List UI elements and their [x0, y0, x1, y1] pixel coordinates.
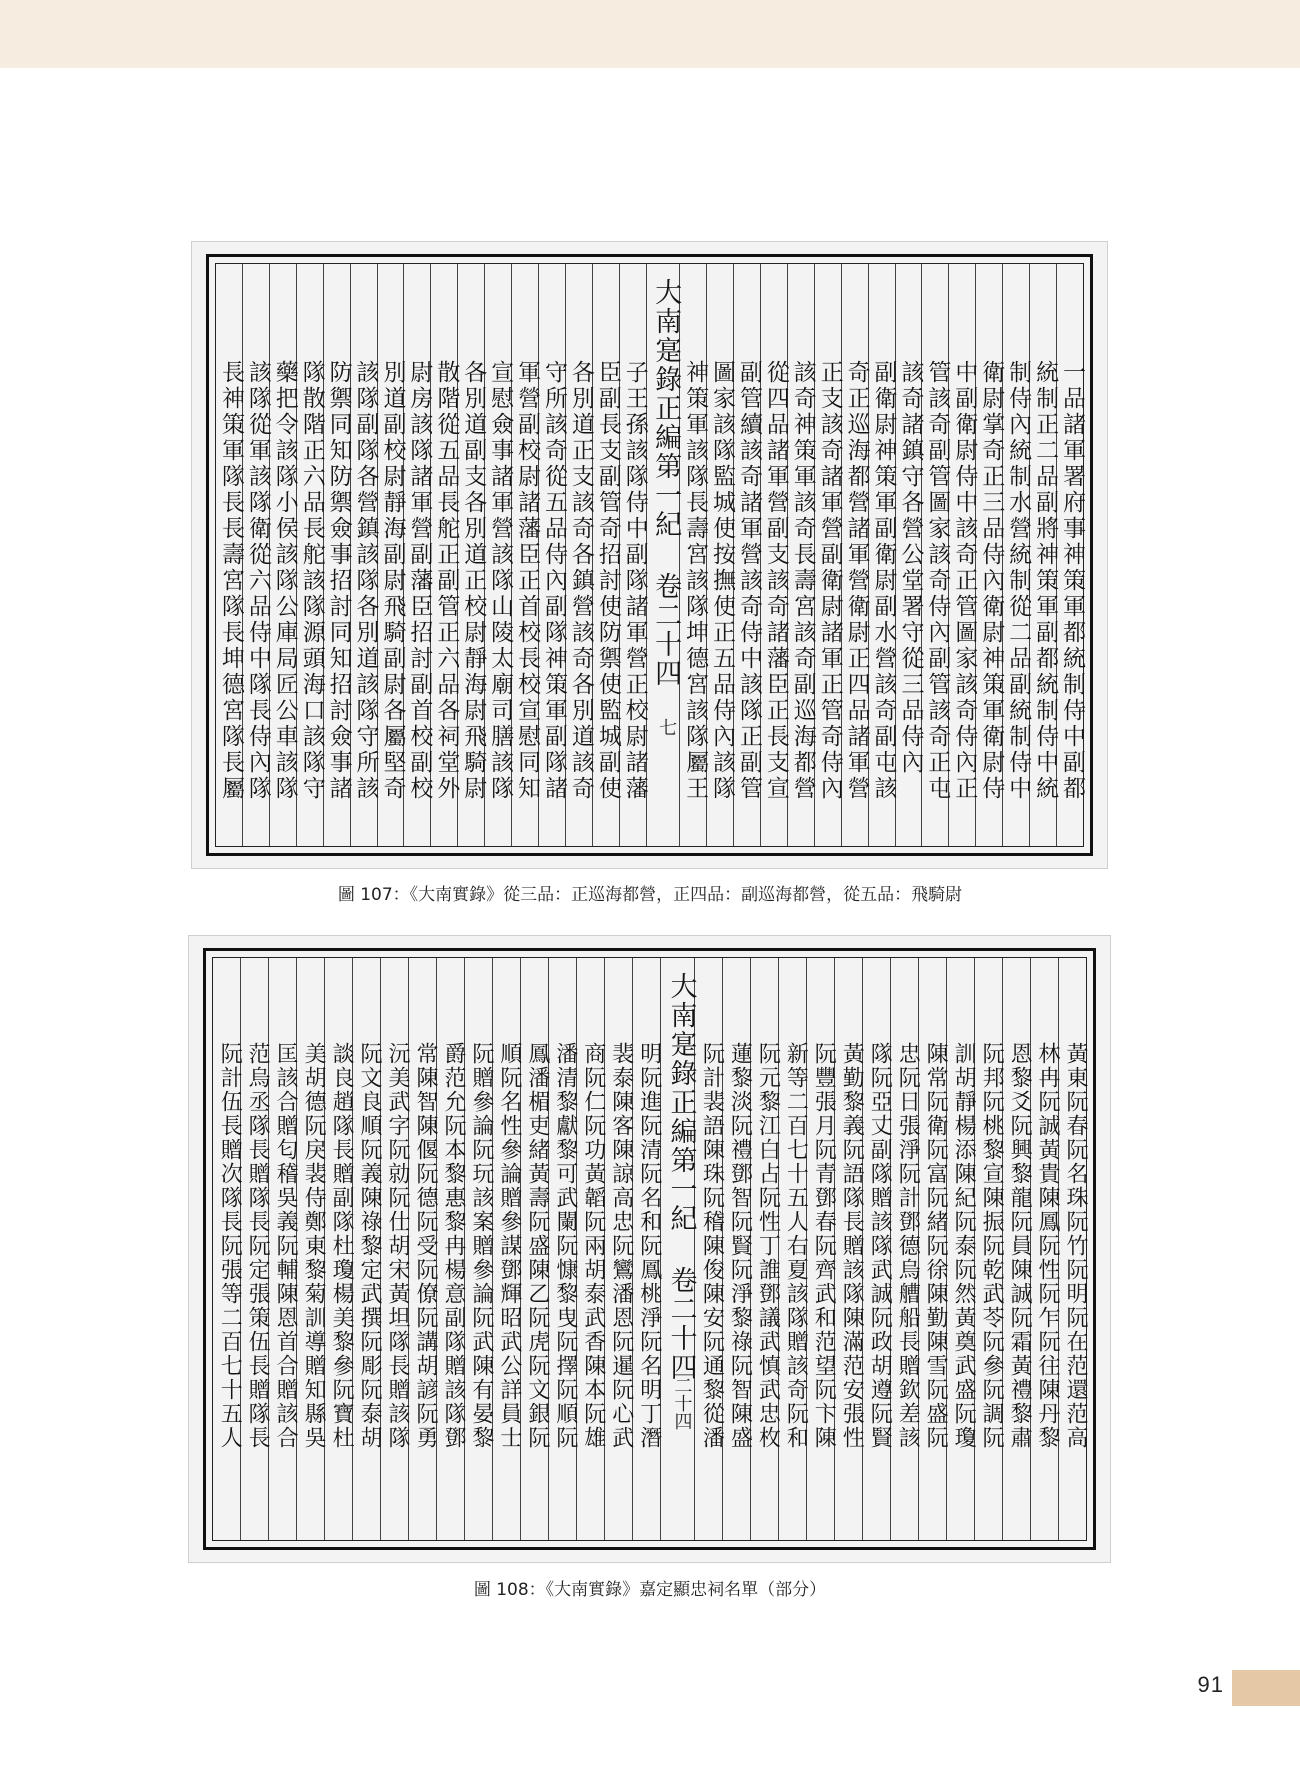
text-column: [323, 264, 350, 846]
text-column: [216, 264, 242, 846]
text-column: [974, 958, 1005, 1540]
column-text: 軍營副校尉諸藩臣正首校長校宣慰同知: [514, 360, 541, 802]
text-column: [706, 264, 736, 846]
text-column: [948, 264, 978, 846]
column-text: 訓胡靜楊添陳紀阮泰阮然黃奠武盛阮瓊: [951, 1042, 977, 1450]
column-text: 阮贈參論阮玩該案贈參論阮武陳有晏黎: [468, 1042, 494, 1450]
inner-border: [215, 263, 1084, 847]
column-text: 圖家該隊監城使按撫使正五品侍內該隊: [709, 360, 736, 802]
text-column: [921, 264, 951, 846]
inner-border: [212, 957, 1087, 1541]
column-text: 長神策軍隊長長壽宮隊長坤德宮隊長屬: [217, 360, 244, 802]
text-column: [576, 958, 604, 1540]
column-text: 正支該奇諸軍營副衛尉諸軍正管奇侍內: [816, 360, 843, 802]
text-column: [1058, 958, 1086, 1540]
column-text: 范烏丞隊長贈隊長阮定張策伍長贈隊長: [245, 1042, 271, 1450]
column-text: 裴泰陳客陳諒高忠阮鸞潘恩阮暹阮心武: [608, 1042, 634, 1450]
text-columns: [216, 264, 1083, 846]
text-column: [1002, 264, 1032, 846]
text-column: [377, 264, 404, 846]
book-title: 大南寔錄正編第一紀 卷二十四: [650, 278, 682, 688]
text-column: [408, 958, 436, 1540]
title-column: [646, 264, 682, 846]
column-text: 臣副長支副管奇招討使防禦使監城副使: [594, 360, 621, 802]
column-text: 阮豐張月阮青鄧春阮齊武和范望阮卞陳: [811, 1042, 837, 1450]
column-text: 陳常阮衛阮富阮緒阮徐陳勤陳雪阮盛阮: [923, 1042, 949, 1450]
figure-108-caption: 圖 108：《大南實錄》嘉定顯忠祠名單（部分）: [473, 1580, 827, 1600]
text-column: [511, 264, 541, 846]
column-text: 阮計裴語陳珠阮稽陳俊陳安阮通黎從潘: [699, 1042, 725, 1450]
text-column: [565, 264, 592, 846]
text-column: [436, 958, 464, 1540]
column-text: 恩黎爻阮興黎龍阮員陳誠阮霜黃禮黎肅: [1007, 1042, 1033, 1450]
text-column: [632, 958, 660, 1540]
text-column: [492, 958, 520, 1540]
text-column: [484, 264, 514, 846]
text-column: [946, 958, 977, 1540]
column-text: 該隊副隊各營鎮該隊各別道該隊守所該: [352, 360, 379, 802]
column-text: 宣慰僉事諸軍營該隊山陵太廟司膳該隊: [487, 360, 514, 802]
text-column: [1056, 264, 1083, 846]
column-text: 阮計伍長贈次隊長阮張等二百七十五人: [217, 1042, 243, 1450]
text-column: [430, 264, 460, 846]
text-column: [538, 264, 565, 846]
text-column: [548, 958, 576, 1540]
folio-number: 七: [656, 718, 678, 736]
text-column: [520, 958, 548, 1540]
column-text: 制侍內統制水營統制從二品副統制侍中: [1005, 360, 1032, 802]
column-text: 統制正二品副將神策軍副都統制侍中統: [1032, 360, 1059, 802]
column-text: 隊散階正六品長舵該隊源頭海口該隊守: [298, 360, 325, 802]
column-text: 尉房該隊諸軍營副藩臣招討副首校副校: [406, 360, 433, 802]
text-column: [403, 264, 433, 846]
column-text: 商阮仁阮功黃韜阮兩胡泰武香陳本阮雄: [580, 1042, 606, 1450]
text-column: [604, 958, 632, 1540]
text-column: [296, 958, 327, 1540]
column-text: 隊阮亞丈副隊贈該隊武誠阮政胡遵阮賢: [867, 1042, 893, 1450]
text-column: [722, 958, 753, 1540]
column-text: 蓮黎淡阮禮鄧智阮賢阮淨黎祿阮智陳盛: [727, 1042, 753, 1450]
column-text: 阮元黎江白占阮性丁誰鄧議武慎武忠枚: [755, 1042, 781, 1450]
column-text: 新等二百七十五人右夏該隊贈該奇阮和: [783, 1042, 809, 1450]
column-text: 別道副校尉靜海副尉飛騎副尉各屬堅奇: [379, 360, 406, 802]
column-text: 黃勤黎義阮語隊長贈該隊陳滿范安張性: [839, 1042, 865, 1450]
column-text: 奇正巡海都營諸軍營衛尉正四品諸軍營: [843, 360, 870, 802]
text-column: [242, 264, 269, 846]
column-text: 子王孫該隊侍中副隊諸軍營正校尉諸藩: [621, 360, 648, 802]
column-text: 林冉阮誠黃貴陳鳳阮性阮乍阮往陳丹黎: [1035, 1042, 1061, 1450]
top-decorative-band: [0, 0, 1300, 68]
column-text: 守所該奇從五品侍內副隊神策軍副隊諸: [541, 360, 567, 802]
text-column: [733, 264, 760, 846]
text-column: [1029, 264, 1059, 846]
column-text: 匡該合贈匂稽吳義阮輔陳恩首合贈該合: [273, 1042, 299, 1450]
text-column: [750, 958, 781, 1540]
column-text: 鳳潘楣吏緒黃壽阮盛陳乙阮虎阮文銀阮: [524, 1042, 550, 1450]
column-text: 阮文良順阮義陳祿黎定武撰阮彫阮泰胡: [357, 1042, 383, 1450]
column-text: 忠阮日張淨阮計鄧德烏艚船長贈欽差該: [895, 1042, 921, 1450]
column-text: 防禦同知防禦僉事招討同知招討僉事諸: [325, 360, 352, 802]
column-text: 順阮名性參論贈參謀鄧輝昭武公詳員士: [496, 1042, 522, 1450]
figure-107-scan: [191, 241, 1108, 869]
column-text: 該奇神策軍該奇長壽宮該奇副巡海都營: [789, 360, 816, 802]
column-text: 常陳智陳偃阮德阮受阮僚阮講胡諺阮勇: [412, 1042, 438, 1450]
column-text: 該隊從軍該隊衛從六品侍中隊長侍內隊: [244, 360, 271, 802]
text-column: [592, 264, 619, 846]
column-text: 各別道正支該奇各鎮營該奇各別道該奇: [567, 360, 594, 802]
column-text: 神策軍該隊長壽宮該隊坤德宮該隊屬王: [682, 360, 709, 802]
text-column: [975, 264, 1005, 846]
column-text: 藥把令該隊小侯該隊公庫局匠公車該隊: [271, 360, 298, 802]
text-column: [240, 958, 271, 1540]
text-columns: [213, 958, 1086, 1540]
column-text: 沅美武字阮勍阮仕胡宋黃坦隊長贈該隊: [385, 1042, 410, 1450]
text-column: [679, 264, 709, 846]
column-text: 談良趙隊長贈副隊杜瓊楊美黎參阮寶杜: [329, 1042, 355, 1450]
page-border: [206, 254, 1093, 856]
text-column: [213, 958, 243, 1540]
column-text: 副管續該奇諸軍營該奇侍中該隊正副管: [735, 360, 762, 802]
column-text: 明阮進阮清阮名和阮鳳桃淨阮名明丁潛: [636, 1042, 662, 1450]
text-column: [269, 264, 296, 846]
text-column: [619, 264, 646, 846]
column-text: 美胡德阮戾裴侍鄭東黎菊訓導贈知縣吳: [301, 1042, 327, 1450]
text-column: [806, 958, 837, 1540]
figure-107-caption: 圖 107：《大南實錄》從三品：正巡海都營，正四品：副巡海都營，從五品：飛騎尉: [337, 885, 963, 905]
text-column: [760, 264, 787, 846]
column-text: 阮邦阮桃黎宣陳振阮乾武苓阮參阮調阮: [979, 1042, 1005, 1450]
column-text: 中副衛尉侍中該奇正管圖家該奇侍內正: [951, 360, 978, 802]
text-column: [778, 958, 809, 1540]
text-column: [324, 958, 355, 1540]
page-number: 91: [1197, 1672, 1224, 1697]
column-text: 管該奇副管圖家該奇侍內副管該奇正屯: [924, 360, 951, 802]
text-column: [787, 264, 814, 846]
column-text: 黃東阮春阮名珠阮竹阮明阮在范還范高: [1063, 1042, 1088, 1450]
text-column: [1002, 958, 1033, 1540]
column-text: 該奇諸鎮守各營公堂署守從三品侍內: [897, 360, 924, 776]
column-text: 從四品諸軍營副支該奇諸藩臣正長支宣: [762, 360, 789, 802]
folio-number: 二十四: [671, 1376, 693, 1430]
text-column: [834, 958, 865, 1540]
text-column: [895, 264, 922, 846]
page-number-tab: [1232, 1670, 1300, 1706]
text-column: [890, 958, 921, 1540]
text-column: [694, 958, 725, 1540]
text-column: [841, 264, 868, 846]
column-text: 爵范允阮本黎惠黎冉楊意副隊贈該隊鄧: [440, 1042, 466, 1450]
title-column: [660, 958, 695, 1540]
text-column: [296, 264, 323, 846]
text-column: [457, 264, 487, 846]
text-column: [464, 958, 492, 1540]
text-column: [268, 958, 299, 1540]
text-column: [868, 264, 895, 846]
column-text: 各別道副支各別道正校尉靜海尉飛騎尉: [460, 360, 487, 802]
text-column: [1030, 958, 1061, 1540]
column-text: 衛尉掌奇正三品侍內衛尉神策軍衛尉侍: [978, 360, 1005, 802]
text-column: [350, 264, 377, 846]
column-text: 一品諸軍署府事神策軍都統制侍中副都: [1059, 360, 1085, 802]
column-text: 散階從五品長舵正副管正六品各祠堂外: [433, 360, 460, 802]
page-border: [203, 948, 1096, 1550]
text-column: [918, 958, 949, 1540]
figure-108-scan: [188, 935, 1111, 1563]
book-title: 大南寔錄正編第一紀 卷二十四: [665, 972, 697, 1382]
text-column: [862, 958, 893, 1540]
text-column: [814, 264, 841, 846]
text-column: [352, 958, 383, 1540]
column-text: 副衛尉神策軍副衛尉副水營該奇副屯該: [870, 360, 897, 802]
column-text: 潘清黎獻黎可武闌阮慷黎曳阮擇阮順阮: [552, 1042, 578, 1450]
text-column: [380, 958, 408, 1540]
